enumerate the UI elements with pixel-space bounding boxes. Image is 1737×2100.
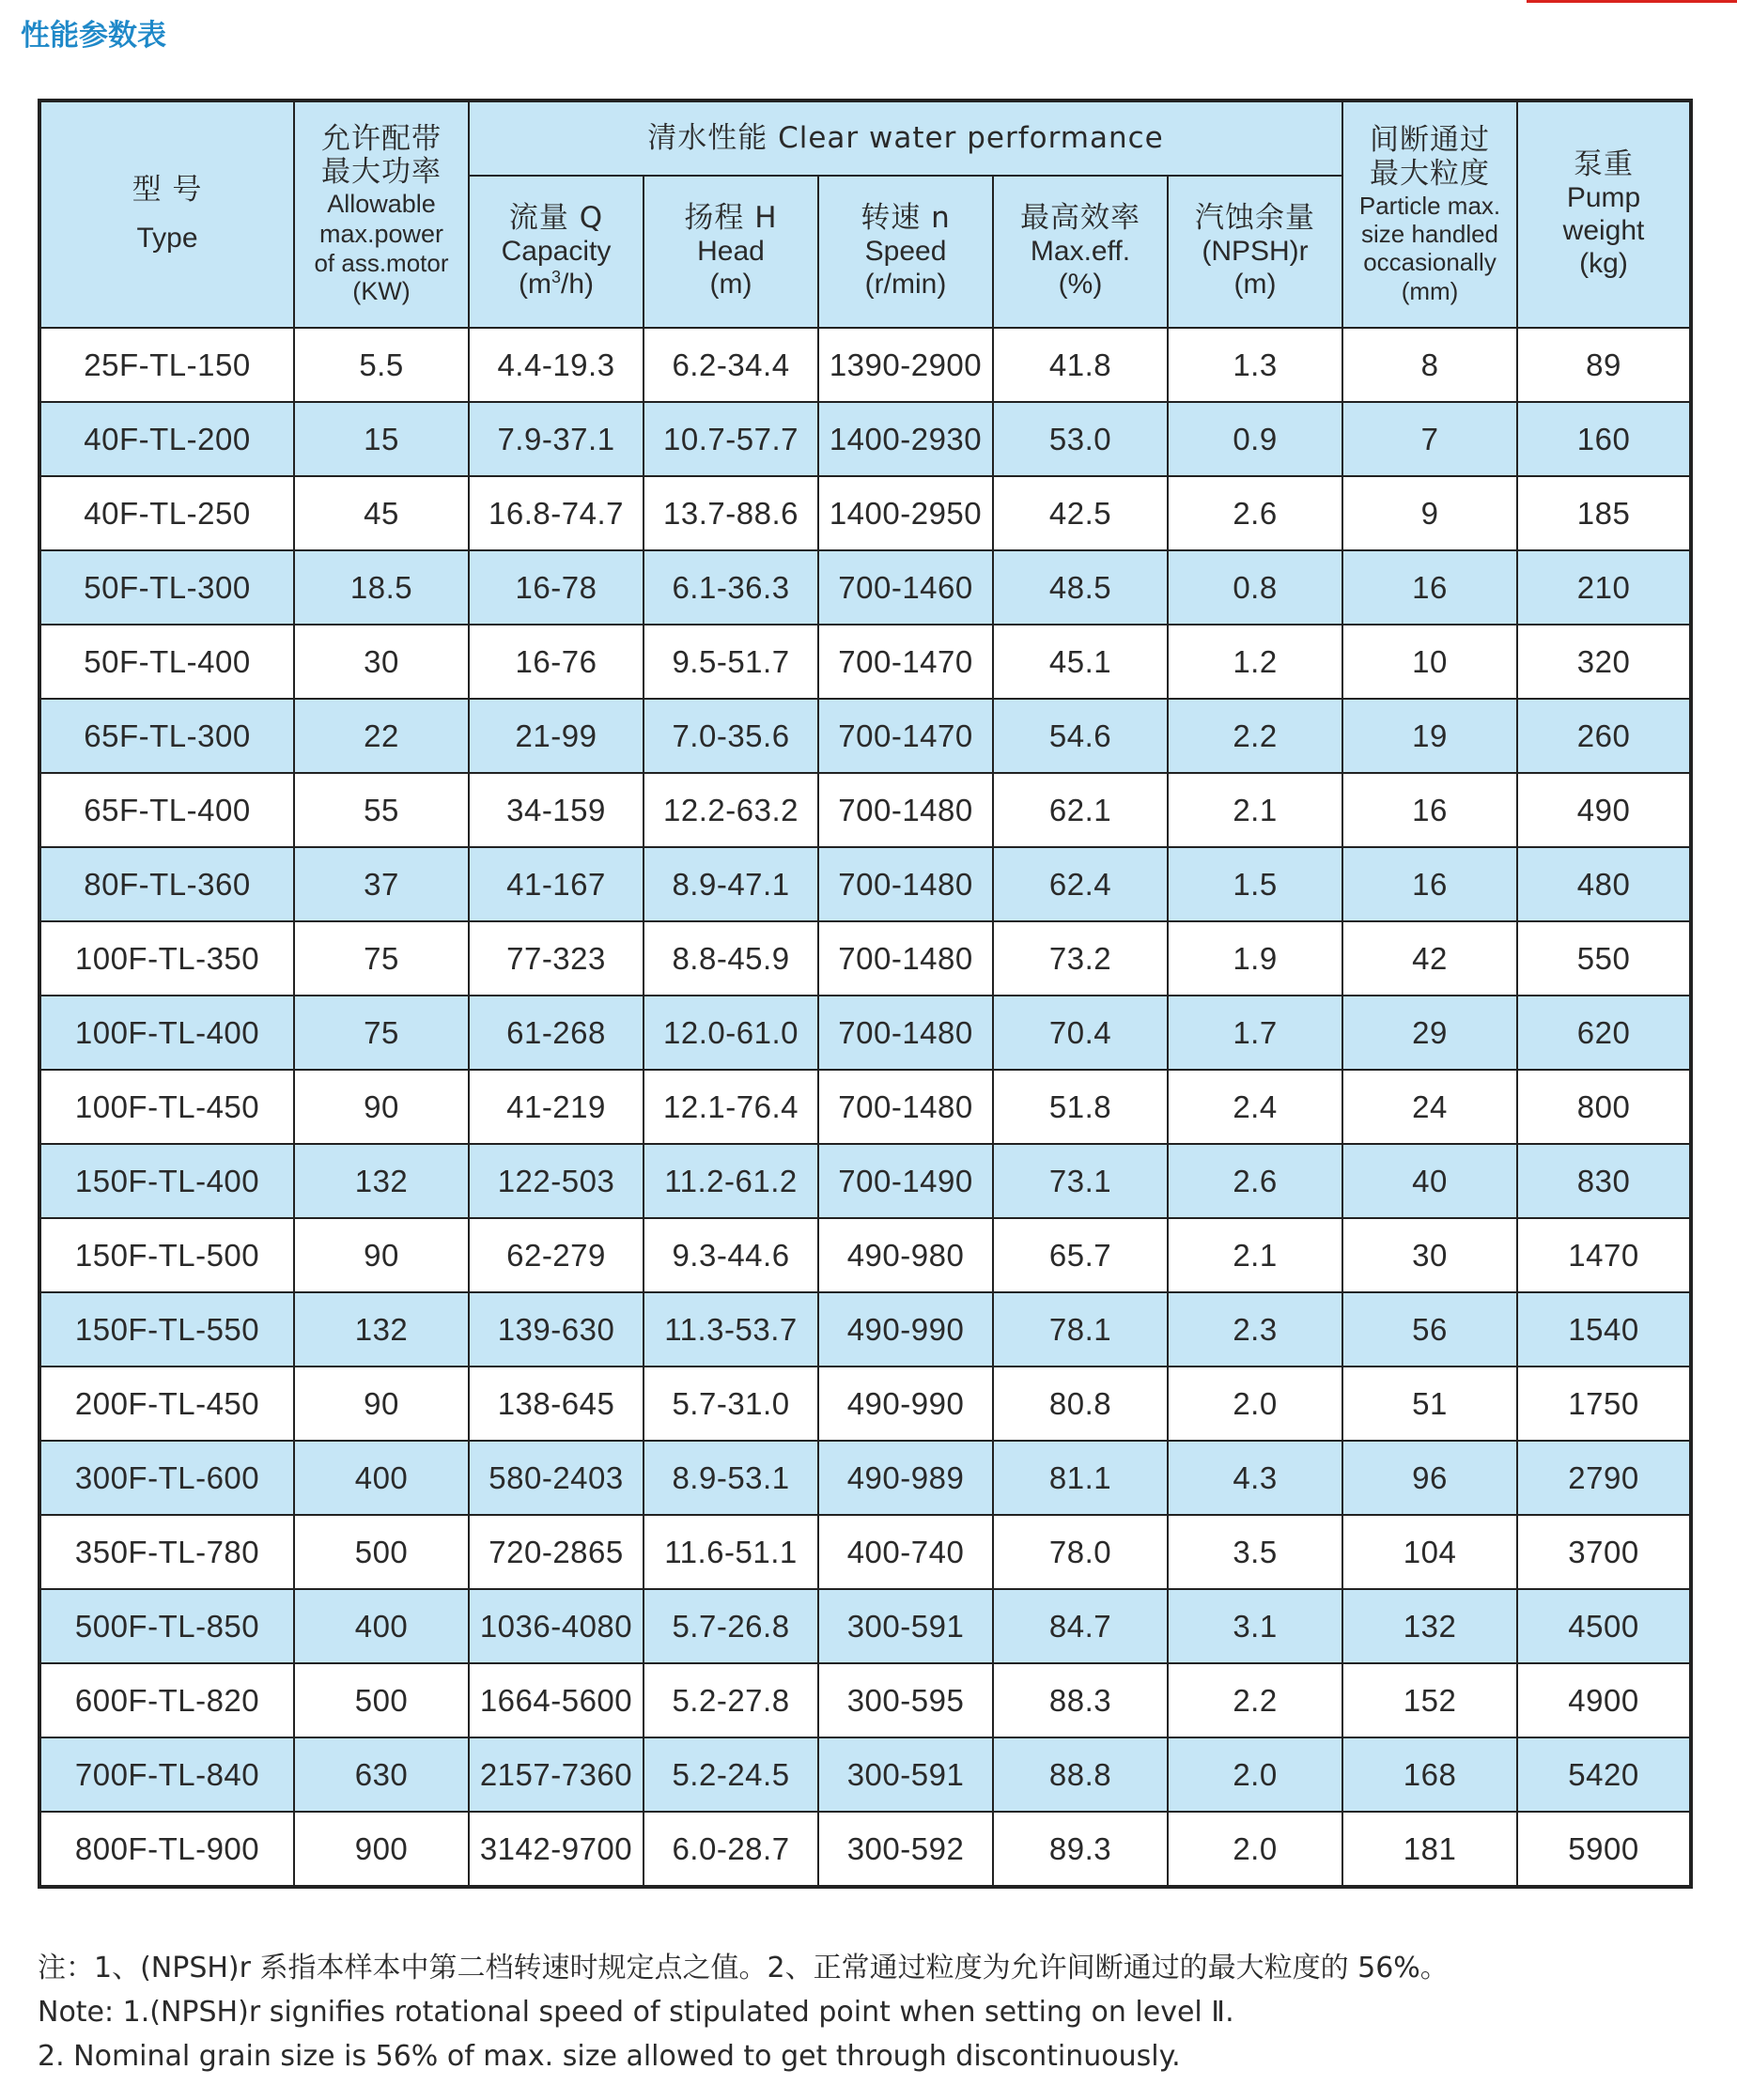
header-efficiency-unit: (%) bbox=[1058, 268, 1103, 300]
cell-npsh: 2.0 bbox=[1168, 1367, 1342, 1441]
header-clear-water-group: 清水性能 Clear water performance bbox=[469, 100, 1342, 176]
cell-power: 5.5 bbox=[294, 328, 469, 402]
header-npsh-en: (NPSH)r bbox=[1202, 236, 1309, 268]
cell-npsh: 2.3 bbox=[1168, 1292, 1342, 1367]
header-particle-en1: Particle max. bbox=[1358, 192, 1501, 221]
header-weight bbox=[1517, 100, 1691, 328]
cell-efficiency: 65.7 bbox=[993, 1218, 1168, 1292]
cell-power: 132 bbox=[294, 1292, 469, 1367]
cell-type: 65F-TL-300 bbox=[39, 699, 294, 773]
header-weight-unit: (kg) bbox=[1579, 247, 1628, 279]
cell-head: 12.1-76.4 bbox=[644, 1070, 818, 1144]
header-type bbox=[39, 100, 294, 328]
cell-npsh: 2.2 bbox=[1168, 1663, 1342, 1737]
cell-capacity: 34-159 bbox=[469, 773, 644, 847]
cell-type: 300F-TL-600 bbox=[39, 1441, 294, 1515]
cell-speed: 700-1470 bbox=[818, 699, 993, 773]
cell-efficiency: 88.3 bbox=[993, 1663, 1168, 1737]
cell-particle: 16 bbox=[1342, 847, 1517, 921]
table-row bbox=[39, 1441, 1691, 1515]
cell-particle: 132 bbox=[1342, 1589, 1517, 1663]
header-speed-en: Speed bbox=[864, 236, 947, 268]
cell-weight: 2790 bbox=[1517, 1441, 1691, 1515]
header-head bbox=[644, 176, 818, 328]
cell-speed: 300-591 bbox=[818, 1589, 993, 1663]
table-row bbox=[39, 625, 1691, 699]
cell-speed: 300-591 bbox=[818, 1737, 993, 1812]
table-row bbox=[39, 699, 1691, 773]
cell-capacity: 720-2865 bbox=[469, 1515, 644, 1589]
cell-particle: 168 bbox=[1342, 1737, 1517, 1812]
cell-capacity: 1036-4080 bbox=[469, 1589, 644, 1663]
cell-type: 25F-TL-150 bbox=[39, 328, 294, 402]
cell-power: 90 bbox=[294, 1070, 469, 1144]
cell-speed: 700-1480 bbox=[818, 996, 993, 1070]
cell-capacity: 4.4-19.3 bbox=[469, 328, 644, 402]
cell-head: 5.7-26.8 bbox=[644, 1589, 818, 1663]
cell-type: 100F-TL-400 bbox=[39, 996, 294, 1070]
cell-efficiency: 53.0 bbox=[993, 402, 1168, 476]
cell-particle: 152 bbox=[1342, 1663, 1517, 1737]
cell-particle: 51 bbox=[1342, 1367, 1517, 1441]
cell-power: 132 bbox=[294, 1144, 469, 1218]
header-particle bbox=[1342, 100, 1517, 328]
cell-head: 11.6-51.1 bbox=[644, 1515, 818, 1589]
cell-capacity: 77-323 bbox=[469, 921, 644, 996]
cell-weight: 185 bbox=[1517, 476, 1691, 550]
header-power-unit: (KW) bbox=[352, 277, 411, 306]
cell-weight: 89 bbox=[1517, 328, 1691, 402]
cell-power: 900 bbox=[294, 1812, 469, 1887]
cell-efficiency: 48.5 bbox=[993, 550, 1168, 625]
cell-weight: 1540 bbox=[1517, 1292, 1691, 1367]
header-speed bbox=[818, 176, 993, 328]
cell-speed: 300-592 bbox=[818, 1812, 993, 1887]
cell-npsh: 1.3 bbox=[1168, 328, 1342, 402]
cell-speed: 700-1490 bbox=[818, 1144, 993, 1218]
cell-efficiency: 62.4 bbox=[993, 847, 1168, 921]
cell-capacity: 41-167 bbox=[469, 847, 644, 921]
cell-power: 400 bbox=[294, 1441, 469, 1515]
cell-efficiency: 41.8 bbox=[993, 328, 1168, 402]
cell-efficiency: 78.0 bbox=[993, 1515, 1168, 1589]
cell-weight: 4900 bbox=[1517, 1663, 1691, 1737]
cell-particle: 9 bbox=[1342, 476, 1517, 550]
cell-speed: 700-1480 bbox=[818, 773, 993, 847]
cell-particle: 40 bbox=[1342, 1144, 1517, 1218]
cell-weight: 5900 bbox=[1517, 1812, 1691, 1887]
table-row bbox=[39, 1367, 1691, 1441]
cell-particle: 42 bbox=[1342, 921, 1517, 996]
cell-efficiency: 80.8 bbox=[993, 1367, 1168, 1441]
table-row bbox=[39, 1218, 1691, 1292]
cell-type: 100F-TL-350 bbox=[39, 921, 294, 996]
header-capacity-unit-sup: 3 bbox=[551, 267, 561, 286]
cell-npsh: 2.2 bbox=[1168, 699, 1342, 773]
cell-particle: 96 bbox=[1342, 1441, 1517, 1515]
cell-npsh: 3.1 bbox=[1168, 1589, 1342, 1663]
header-npsh bbox=[1168, 176, 1342, 328]
cell-particle: 30 bbox=[1342, 1218, 1517, 1292]
cell-efficiency: 89.3 bbox=[993, 1812, 1168, 1887]
cell-efficiency: 81.1 bbox=[993, 1441, 1168, 1515]
cell-power: 45 bbox=[294, 476, 469, 550]
cell-weight: 4500 bbox=[1517, 1589, 1691, 1663]
cell-particle: 10 bbox=[1342, 625, 1517, 699]
cell-particle: 181 bbox=[1342, 1812, 1517, 1887]
cell-capacity: 138-645 bbox=[469, 1367, 644, 1441]
header-efficiency-zh: 最高效率 bbox=[1020, 201, 1140, 236]
page-title: 性能参数表 bbox=[21, 19, 166, 53]
note-line-en-2: 2. Nominal grain size is 56% of max. size allowed to get through discontinuously. bbox=[38, 2040, 1181, 2073]
cell-head: 12.2-63.2 bbox=[644, 773, 818, 847]
cell-particle: 16 bbox=[1342, 773, 1517, 847]
cell-power: 30 bbox=[294, 625, 469, 699]
cell-capacity: 41-219 bbox=[469, 1070, 644, 1144]
cell-capacity: 7.9-37.1 bbox=[469, 402, 644, 476]
header-power bbox=[294, 100, 469, 328]
cell-speed: 1400-2950 bbox=[818, 476, 993, 550]
header-power-en2: max.power bbox=[318, 219, 444, 248]
cell-npsh: 2.1 bbox=[1168, 1218, 1342, 1292]
cell-npsh: 2.4 bbox=[1168, 1070, 1342, 1144]
cell-weight: 160 bbox=[1517, 402, 1691, 476]
cell-efficiency: 78.1 bbox=[993, 1292, 1168, 1367]
cell-npsh: 1.5 bbox=[1168, 847, 1342, 921]
cell-head: 6.1-36.3 bbox=[644, 550, 818, 625]
cell-head: 8.9-47.1 bbox=[644, 847, 818, 921]
cell-power: 15 bbox=[294, 402, 469, 476]
cell-power: 400 bbox=[294, 1589, 469, 1663]
header-efficiency-en: Max.eff. bbox=[1030, 236, 1131, 268]
cell-speed: 490-980 bbox=[818, 1218, 993, 1292]
cell-efficiency: 84.7 bbox=[993, 1589, 1168, 1663]
cell-capacity: 16.8-74.7 bbox=[469, 476, 644, 550]
cell-type: 200F-TL-450 bbox=[39, 1367, 294, 1441]
table-row bbox=[39, 328, 1691, 402]
cell-npsh: 1.7 bbox=[1168, 996, 1342, 1070]
header-capacity-en: Capacity bbox=[501, 236, 612, 268]
header-particle-en3: occasionally bbox=[1363, 248, 1497, 277]
header-power-zh2: 最大功率 bbox=[321, 155, 442, 190]
table-row bbox=[39, 1589, 1691, 1663]
cell-head: 5.2-27.8 bbox=[644, 1663, 818, 1737]
cell-speed: 490-989 bbox=[818, 1441, 993, 1515]
cell-speed: 490-990 bbox=[818, 1292, 993, 1367]
cell-head: 8.8-45.9 bbox=[644, 921, 818, 996]
cell-particle: 7 bbox=[1342, 402, 1517, 476]
header-particle-unit: (mm) bbox=[1401, 276, 1459, 305]
cell-weight: 1470 bbox=[1517, 1218, 1691, 1292]
cell-type: 40F-TL-250 bbox=[39, 476, 294, 550]
note-line-en-1: Note: 1.(NPSH)r signifies rotational speed of stipulated point when setting on level Ⅱ. bbox=[38, 1996, 1234, 2029]
cell-efficiency: 88.8 bbox=[993, 1737, 1168, 1812]
cell-speed: 400-740 bbox=[818, 1515, 993, 1589]
cell-npsh: 2.0 bbox=[1168, 1812, 1342, 1887]
cell-efficiency: 62.1 bbox=[993, 773, 1168, 847]
cell-head: 9.5-51.7 bbox=[644, 625, 818, 699]
cell-weight: 830 bbox=[1517, 1144, 1691, 1218]
cell-efficiency: 70.4 bbox=[993, 996, 1168, 1070]
cell-weight: 320 bbox=[1517, 625, 1691, 699]
cell-npsh: 3.5 bbox=[1168, 1515, 1342, 1589]
cell-capacity: 122-503 bbox=[469, 1144, 644, 1218]
cell-head: 6.2-34.4 bbox=[644, 328, 818, 402]
header-particle-zh2: 最大粒度 bbox=[1370, 157, 1491, 192]
table-row bbox=[39, 1070, 1691, 1144]
cell-type: 40F-TL-200 bbox=[39, 402, 294, 476]
header-head-en: Head bbox=[697, 236, 765, 268]
cell-head: 9.3-44.6 bbox=[644, 1218, 818, 1292]
cell-particle: 8 bbox=[1342, 328, 1517, 402]
cell-head: 6.0-28.7 bbox=[644, 1812, 818, 1887]
header-type-en: Type bbox=[136, 223, 198, 255]
table-row bbox=[39, 921, 1691, 996]
cell-type: 50F-TL-300 bbox=[39, 550, 294, 625]
header-weight-zh: 泵重 bbox=[1574, 147, 1635, 182]
cell-head: 5.7-31.0 bbox=[644, 1367, 818, 1441]
note-line-zh: 注：1、(NPSH)r 系指本样本中第二档转速时规定点之值。2、正常通过粒度为允许间断通过的最大粒度的 56%。 bbox=[38, 1952, 1449, 1984]
table-row bbox=[39, 1663, 1691, 1737]
cell-type: 800F-TL-900 bbox=[39, 1812, 294, 1887]
header-capacity-unit-pre: (m bbox=[518, 268, 551, 300]
cell-npsh: 2.6 bbox=[1168, 476, 1342, 550]
cell-head: 5.2-24.5 bbox=[644, 1737, 818, 1812]
cell-power: 630 bbox=[294, 1737, 469, 1812]
cell-npsh: 4.3 bbox=[1168, 1441, 1342, 1515]
cell-weight: 490 bbox=[1517, 773, 1691, 847]
cell-type: 150F-TL-550 bbox=[39, 1292, 294, 1367]
cell-efficiency: 42.5 bbox=[993, 476, 1168, 550]
cell-capacity: 21-99 bbox=[469, 699, 644, 773]
table-row bbox=[39, 476, 1691, 550]
header-speed-zh: 转速 n bbox=[861, 201, 951, 236]
cell-speed: 700-1460 bbox=[818, 550, 993, 625]
cell-speed: 300-595 bbox=[818, 1663, 993, 1737]
cell-particle: 16 bbox=[1342, 550, 1517, 625]
cell-type: 150F-TL-400 bbox=[39, 1144, 294, 1218]
table-row bbox=[39, 996, 1691, 1070]
cell-type: 100F-TL-450 bbox=[39, 1070, 294, 1144]
cell-head: 12.0-61.0 bbox=[644, 996, 818, 1070]
cell-efficiency: 54.6 bbox=[993, 699, 1168, 773]
table-header bbox=[39, 100, 1691, 328]
header-npsh-unit: (m) bbox=[1233, 268, 1277, 300]
cell-capacity: 62-279 bbox=[469, 1218, 644, 1292]
header-capacity-unit-post: /h) bbox=[560, 268, 594, 300]
cell-head: 11.3-53.7 bbox=[644, 1292, 818, 1367]
cell-head: 10.7-57.7 bbox=[644, 402, 818, 476]
header-power-en1: Allowable bbox=[327, 190, 436, 219]
cell-efficiency: 45.1 bbox=[993, 625, 1168, 699]
cell-weight: 210 bbox=[1517, 550, 1691, 625]
cell-power: 500 bbox=[294, 1663, 469, 1737]
cell-type: 150F-TL-500 bbox=[39, 1218, 294, 1292]
cell-speed: 1400-2930 bbox=[818, 402, 993, 476]
cell-weight: 1750 bbox=[1517, 1367, 1691, 1441]
header-npsh-zh: 汽蚀余量 bbox=[1195, 201, 1315, 236]
performance-table bbox=[38, 99, 1693, 1889]
table-row bbox=[39, 1144, 1691, 1218]
cell-particle: 19 bbox=[1342, 699, 1517, 773]
cell-power: 90 bbox=[294, 1218, 469, 1292]
header-particle-en2: size handled bbox=[1361, 220, 1499, 249]
cell-head: 8.9-53.1 bbox=[644, 1441, 818, 1515]
header-head-zh: 扬程 H bbox=[684, 201, 778, 236]
cell-npsh: 0.8 bbox=[1168, 550, 1342, 625]
cell-weight: 800 bbox=[1517, 1070, 1691, 1144]
table-row bbox=[39, 550, 1691, 625]
table-body bbox=[39, 328, 1691, 1887]
cell-weight: 5420 bbox=[1517, 1737, 1691, 1812]
cell-type: 50F-TL-400 bbox=[39, 625, 294, 699]
header-power-zh1: 允许配带 bbox=[321, 121, 442, 156]
header-particle-zh1: 间断通过 bbox=[1370, 123, 1491, 158]
cell-head: 13.7-88.6 bbox=[644, 476, 818, 550]
cell-speed: 700-1470 bbox=[818, 625, 993, 699]
cell-head: 7.0-35.6 bbox=[644, 699, 818, 773]
cell-power: 500 bbox=[294, 1515, 469, 1589]
cell-weight: 3700 bbox=[1517, 1515, 1691, 1589]
cell-speed: 700-1480 bbox=[818, 921, 993, 996]
cell-capacity: 2157-7360 bbox=[469, 1737, 644, 1812]
cell-capacity: 3142-9700 bbox=[469, 1812, 644, 1887]
cell-type: 600F-TL-820 bbox=[39, 1663, 294, 1737]
cell-capacity: 139-630 bbox=[469, 1292, 644, 1367]
cell-capacity: 580-2403 bbox=[469, 1441, 644, 1515]
performance-table-container bbox=[38, 99, 1689, 1889]
cell-weight: 260 bbox=[1517, 699, 1691, 773]
table-row bbox=[39, 1812, 1691, 1887]
cell-capacity: 16-78 bbox=[469, 550, 644, 625]
cell-efficiency: 73.2 bbox=[993, 921, 1168, 996]
header-speed-unit: (r/min) bbox=[864, 268, 947, 300]
cell-npsh: 2.1 bbox=[1168, 773, 1342, 847]
cell-power: 75 bbox=[294, 921, 469, 996]
header-type-zh: 型 号 bbox=[132, 173, 203, 208]
cell-power: 90 bbox=[294, 1367, 469, 1441]
header-weight-en1: Pump bbox=[1566, 182, 1641, 214]
header-capacity-zh: 流量 Q bbox=[508, 201, 604, 236]
table-row bbox=[39, 1737, 1691, 1812]
cell-power: 22 bbox=[294, 699, 469, 773]
table-row bbox=[39, 1515, 1691, 1589]
header-efficiency bbox=[993, 176, 1168, 328]
cell-type: 65F-TL-400 bbox=[39, 773, 294, 847]
header-power-en3: of ass.motor bbox=[314, 249, 449, 278]
cell-type: 700F-TL-840 bbox=[39, 1737, 294, 1812]
cell-npsh: 1.2 bbox=[1168, 625, 1342, 699]
header-weight-en2: weight bbox=[1562, 215, 1645, 247]
header-capacity-unit bbox=[470, 269, 643, 301]
cell-particle: 56 bbox=[1342, 1292, 1517, 1367]
cell-npsh: 1.9 bbox=[1168, 921, 1342, 996]
cell-weight: 480 bbox=[1517, 847, 1691, 921]
header-capacity bbox=[469, 176, 644, 328]
table-row bbox=[39, 1292, 1691, 1367]
cell-weight: 550 bbox=[1517, 921, 1691, 996]
cell-type: 80F-TL-360 bbox=[39, 847, 294, 921]
cell-efficiency: 51.8 bbox=[993, 1070, 1168, 1144]
cell-particle: 104 bbox=[1342, 1515, 1517, 1589]
cell-power: 55 bbox=[294, 773, 469, 847]
cell-capacity: 1664-5600 bbox=[469, 1663, 644, 1737]
cell-head: 11.2-61.2 bbox=[644, 1144, 818, 1218]
header-head-unit: (m) bbox=[709, 268, 752, 300]
table-row bbox=[39, 847, 1691, 921]
cell-weight: 620 bbox=[1517, 996, 1691, 1070]
top-accent-bar bbox=[1527, 0, 1737, 3]
table-row bbox=[39, 402, 1691, 476]
cell-type: 500F-TL-850 bbox=[39, 1589, 294, 1663]
cell-speed: 490-990 bbox=[818, 1367, 993, 1441]
cell-particle: 24 bbox=[1342, 1070, 1517, 1144]
cell-speed: 1390-2900 bbox=[818, 328, 993, 402]
notes-section bbox=[38, 1946, 1719, 2078]
cell-power: 37 bbox=[294, 847, 469, 921]
cell-speed: 700-1480 bbox=[818, 1070, 993, 1144]
cell-capacity: 16-76 bbox=[469, 625, 644, 699]
cell-speed: 700-1480 bbox=[818, 847, 993, 921]
cell-power: 75 bbox=[294, 996, 469, 1070]
cell-power: 18.5 bbox=[294, 550, 469, 625]
cell-particle: 29 bbox=[1342, 996, 1517, 1070]
cell-npsh: 0.9 bbox=[1168, 402, 1342, 476]
cell-npsh: 2.0 bbox=[1168, 1737, 1342, 1812]
cell-npsh: 2.6 bbox=[1168, 1144, 1342, 1218]
cell-capacity: 61-268 bbox=[469, 996, 644, 1070]
cell-type: 350F-TL-780 bbox=[39, 1515, 294, 1589]
table-row bbox=[39, 773, 1691, 847]
cell-efficiency: 73.1 bbox=[993, 1144, 1168, 1218]
